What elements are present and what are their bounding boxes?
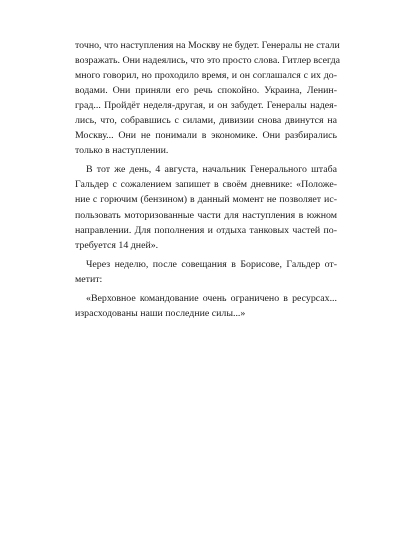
text-line: израсходованы наши последние силы...» [75,307,246,319]
text-line: направлении. Для пополнения и отдыха танковых частей по- [75,224,337,236]
paragraph-1 [75,38,341,158]
text-line: пользовать моторизованные части для наступления в южном [75,209,337,221]
paragraph-2 [75,162,337,252]
text-line: возражать. Они надеялись, что это просто слова. Гитлер всегда [75,55,341,67]
text-line: метит: [75,273,103,285]
text-line: много говорил, но проходило время, и он соглашался с их до- [75,70,337,82]
text-line: лись, что, собравшись с силами, дивизии снова двинутся на [75,115,337,127]
text-line: Москву... Они не понимали в экономике. Они разбирались [75,130,337,142]
body-text [75,38,341,321]
text-line: точно, что наступления на Москву не будет. Генералы не стали [75,40,340,51]
text-line: «Верховное командование очень ограничено в ресурсах... [86,292,337,304]
text-line: В тот же день, 4 августа, начальник Генерального штаба [86,164,337,176]
text-line: требуется 14 дней». [75,239,159,251]
text-line: град... Пройдёт неделя-другая, и он забудет. Генералы надея- [75,100,337,112]
text-line: только в наступлении. [75,145,169,157]
text-line: ние с горючим (бензином) в данный момент не позволяет ис- [75,194,337,206]
text-line: Гальдер с сожалением запишет в своём дневнике: «Положе- [75,179,337,191]
quote-paragraph [75,291,337,321]
text-line: водами. Они приняли его речь спокойно. Украина, Ленин- [75,85,337,97]
text-line: Через неделю, после совещания в Борисове, Гальдер от- [86,258,337,270]
paragraph-3 [75,257,337,287]
